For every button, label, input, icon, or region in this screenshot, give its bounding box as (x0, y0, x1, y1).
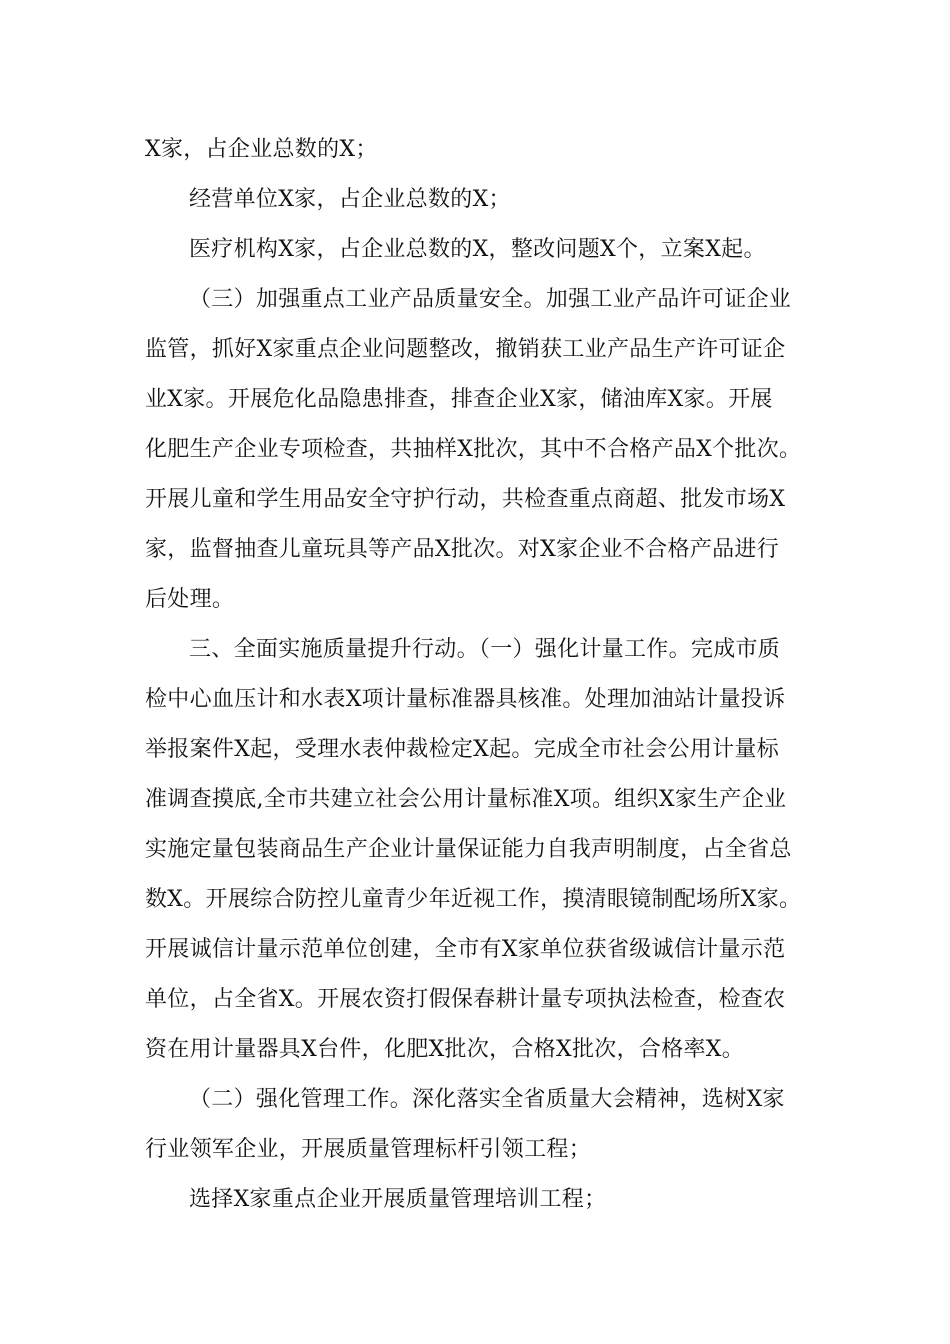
text-line-18: 单位，占全省X。开展农资打假保春耕计量专项执法检查，检查农 (145, 987, 786, 1012)
text-line-15: 实施定量包装商品生产企业计量保证能力自我声明制度，占全省总 (145, 837, 792, 862)
text-line-1: X家，占企业总数的X； (145, 137, 378, 162)
text-line-19: 资在用计量器具X台件，化肥X批次，合格X批次，合格率X。 (145, 1037, 745, 1062)
text-line-5: 监管，抓好X家重点企业问题整改，撤销获工业产品生产许可证企 (145, 337, 786, 362)
text-line-14: 准调查摸底,全市共建立社会公用计量标准X项。组织X家生产企业 (145, 787, 787, 812)
text-line-9: 家，监督抽查儿童玩具等产品X批次。对X家企业不合格产品进行 (145, 537, 780, 562)
text-line-3: 医疗机构X家，占企业总数的X，整改问题X个，立案X起。 (189, 237, 766, 262)
text-line-11: 三、全面实施质量提升行动。（一）强化计量工作。完成市质 (189, 637, 781, 662)
text-line-16: 数X。开展综合防控儿童青少年近视工作，摸清眼镜制配场所X家。 (145, 887, 802, 912)
text-line-2: 经营单位X家，占企业总数的X； (189, 187, 511, 212)
text-line-6: 业X家。开展危化品隐患排查，排查企业X家，储油库X家。开展 (145, 387, 773, 412)
text-line-13: 举报案件X起，受理水表仲裁检定X起。完成全市社会公用计量标 (145, 737, 780, 762)
text-line-20: （二）强化管理工作。深化落实全省质量大会精神，选树X家 (189, 1087, 785, 1112)
text-line-22: 选择X家重点企业开展质量管理培训工程； (189, 1187, 607, 1212)
text-line-7: 化肥生产企业专项检查，共抽样X批次，其中不合格产品X个批次。 (145, 437, 802, 462)
text-line-4: （三）加强重点工业产品质量安全。加强工业产品许可证企业 (189, 287, 792, 312)
text-line-21: 行业领军企业，开展质量管理标杆引领工程； (145, 1137, 592, 1162)
text-line-12: 检中心血压计和水表X项计量标准器具核准。处理加油站计量投诉 (145, 687, 786, 712)
text-line-17: 开展诚信计量示范单位创建，全市有X家单位获省级诚信计量示范 (145, 937, 786, 962)
text-line-8: 开展儿童和学生用品安全守护行动，共检查重点商超、批发市场X (145, 487, 786, 512)
text-line-10: 后处理。 (145, 587, 235, 612)
